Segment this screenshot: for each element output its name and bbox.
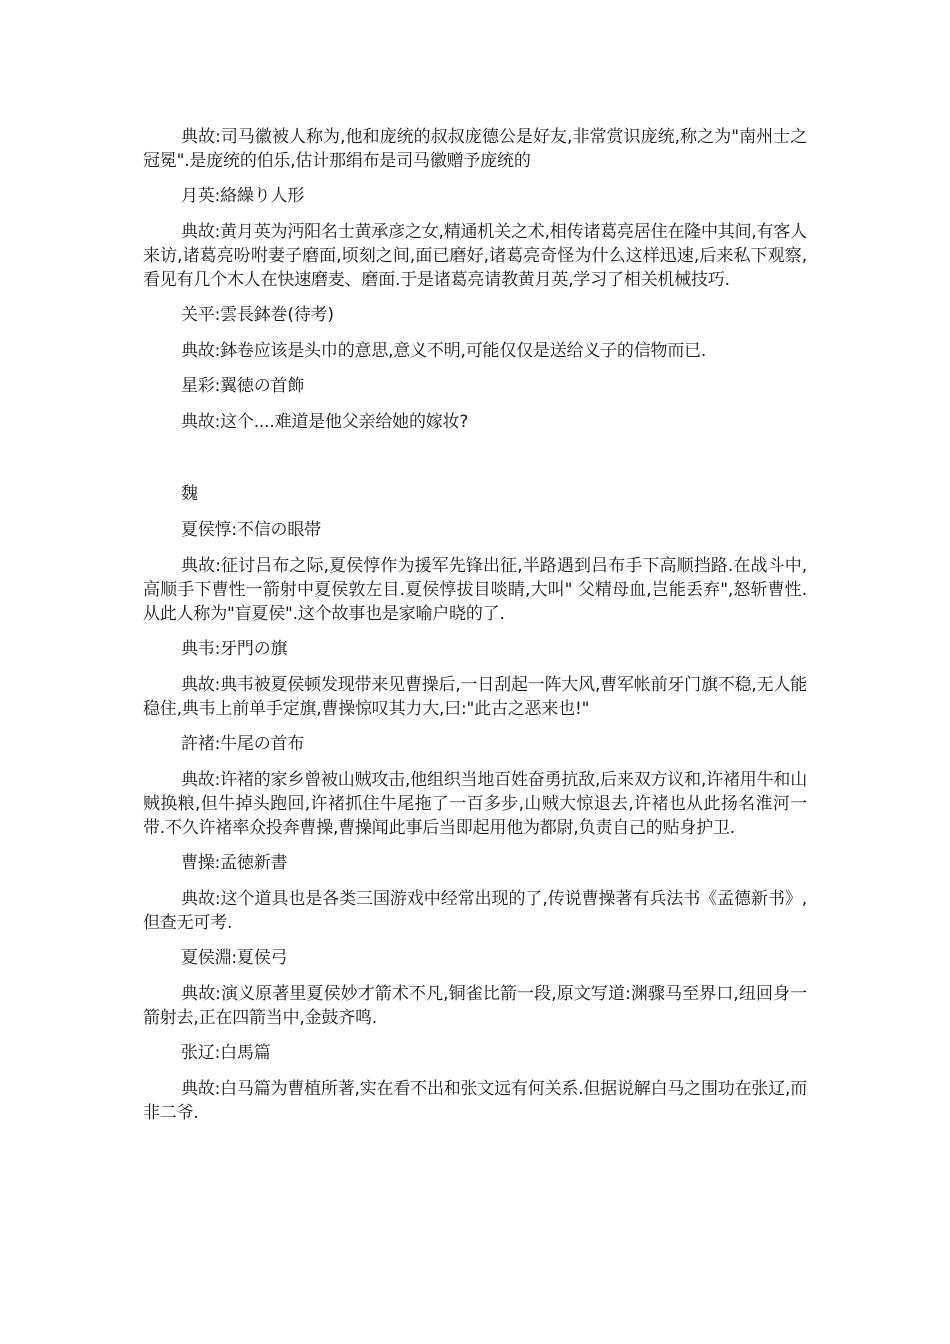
paragraph-xingcai-story: 典故:这个....难道是他父亲给她的嫁妆? [181,412,469,432]
item-heading-xiahoudun: 夏侯惇:不信の眼帯 [181,520,321,540]
paragraph-yueying-story: 典故:黄月英为沔阳名士黄承彦之女,精通机关之术,相传诸葛亮居住在隆中其间,有客人来访,诸葛亮吩咐妻子磨面,顷刻之间,面已磨好,诸葛亮奇怪为什么这样迅速,后来私下观察,看见有几个木人在快速磨麦、磨面.于是诸葛亮请教黄月英,学习了相关机械技巧. [143,222,807,290]
item-heading-yueying: 月英:絡繰り人形 [181,186,305,206]
paragraph-zhangliao-story: 典故:白马篇为曹植所著,实在看不出和张文远有何关系.但据说解白马之围功在张辽,而非二爷. [143,1079,807,1123]
item-heading-caocao: 曹操:孟徳新書 [181,853,288,873]
paragraph-pang-tong-story: 典故:司马徽被人称为,他和庞统的叔叔庞德公是好友,非常赏识庞统,称之为"南州士之冠冕".是庞统的伯乐,估计那绢布是司马徽赠予庞统的 [143,127,807,171]
blank-line [143,445,807,482]
document-body [143,125,807,1136]
item-heading-guanping: 关平:雲長鉢巻(待考) [181,305,334,325]
paragraph-xiahouyuan-story: 典故:演义原著里夏侯妙才箭术不凡,铜雀比箭一段,原文写道:渊骤马至界口,纽回身一箭射去,正在四箭当中,金鼓齐鸣. [143,984,807,1028]
item-heading-xingcai: 星彩:翼徳の首飾 [181,376,305,396]
item-heading-dianwei: 典韦:牙門の旗 [181,639,288,659]
item-heading-xiahouyuan: 夏侯淵:夏侯弓 [181,948,288,968]
paragraph-dianwei-story: 典故:典韦被夏侯顿发现带来见曹操后,一日刮起一阵大风,曹军帐前牙门旗不稳,无人能稳住,典韦上前单手定旗,曹操惊叹其力大,曰:"此古之恶来也!" [143,675,807,719]
paragraph-guanping-story: 典故:鉢卷应该是头巾的意思,意义不明,可能仅仅是送给义子的信物而已. [181,341,707,361]
paragraph-xiahoudun-story: 典故:征讨吕布之际,夏侯惇作为援军先锋出征,半路遇到吕布手下高顺挡路.在战斗中,高顺手下曹性一箭射中夏侯敦左目.夏侯惇拔目啖睛,大叫" 父精母血,岂能丢弃",怒斩曹性.从此人称为"盲夏侯".这个故事也是家喻户晓的了. [143,556,807,624]
section-heading-wei: 魏 [181,484,198,504]
paragraph-xuchu-story: 典故:许褚的家乡曾被山贼攻击,他组织当地百姓奋勇抗敌,后来双方议和,许褚用牛和山贼换粮,但牛掉头跑回,许褚抓住牛尾拖了一百多步,山贼大惊退去,许褚也从此扬名淮河一带.不久许褚率众投奔曹操,曹操闻此事后当即起用他为都尉,负责自己的贴身护卫. [143,770,807,838]
paragraph-caocao-story: 典故:这个道具也是各类三国游戏中经常出现的了,传说曹操著有兵法书《孟德新书》,但查无可考. [143,889,807,933]
item-heading-xuchu: 許褚:牛尾の首布 [181,734,305,754]
item-heading-zhangliao: 张辽:白馬篇 [181,1043,271,1063]
